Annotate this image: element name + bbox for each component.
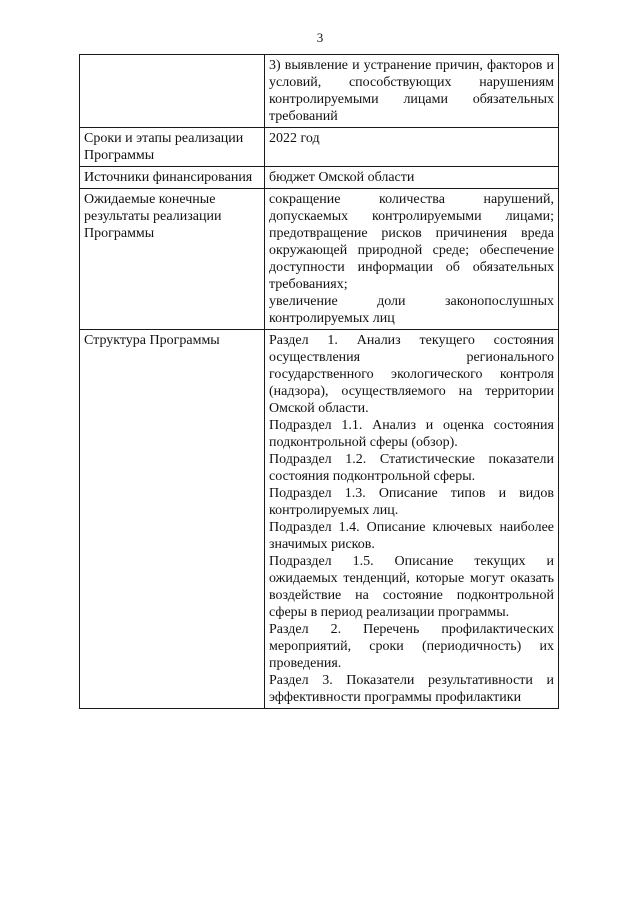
structure-paragraph: Подраздел 1.4. Описание ключевых наиболее значимых рисков. — [269, 520, 554, 552]
terms-value-cell: 2022 год — [265, 128, 559, 167]
sources-label-cell: Источники финансирования — [80, 167, 265, 189]
results-paragraph: увеличение доли законопослушных контролируемых лиц — [269, 294, 554, 326]
table-row-continued — [80, 55, 559, 128]
structure-paragraph: Раздел 1. Анализ текущего состояния осуществления регионального государственного экологического контроля (надзора), осуществляемого на территории Омской области. — [269, 333, 554, 416]
table-row-structure — [80, 330, 559, 709]
results-paragraph: сокращение количества нарушений, допускаемых контролируемыми лицами; предотвращение рисков причинения вреда окружающей природной среде; обеспечение доступности информации об обязательных требованиях; — [269, 192, 554, 292]
continued-value-cell: 3) выявление и устранение причин, факторов и условий, способствующих нарушениям контролируемыми лицами обязательных требований — [265, 55, 559, 128]
structure-paragraph: Подраздел 1.3. Описание типов и видов контролируемых лиц. — [269, 486, 554, 518]
structure-paragraph: Подраздел 1.1. Анализ и оценка состояния подконтрольной сферы (обзор). — [269, 418, 554, 450]
table-row-terms — [80, 128, 559, 167]
structure-paragraph: Раздел 2. Перечень профилактических мероприятий, сроки (периодичность) их проведения. — [269, 622, 554, 671]
terms-label-cell: Сроки и этапы реализации Программы — [80, 128, 265, 167]
sources-value-cell: бюджет Омской области — [265, 167, 559, 189]
results-label-cell: Ожидаемые конечные результаты реализации Программы — [80, 189, 265, 330]
table-row-results — [80, 189, 559, 330]
results-value-cell — [265, 189, 559, 330]
structure-paragraph: Подраздел 1.5. Описание текущих и ожидаемых тенденций, которые могут оказать воздействие на состояние подконтрольной сферы в период реализации программы. — [269, 554, 554, 620]
structure-paragraph: Раздел 3. Показатели результативности и эффективности программы профилактики — [269, 673, 554, 705]
program-passport-table — [79, 54, 559, 709]
page-number: 3 — [316, 30, 324, 45]
structure-value-cell — [265, 330, 559, 709]
structure-label-cell: Структура Программы — [80, 330, 265, 709]
table-row-sources — [80, 167, 559, 189]
structure-paragraph: Подраздел 1.2. Статистические показатели состояния подконтрольной сферы. — [269, 452, 554, 484]
empty-label-cell — [80, 55, 265, 128]
